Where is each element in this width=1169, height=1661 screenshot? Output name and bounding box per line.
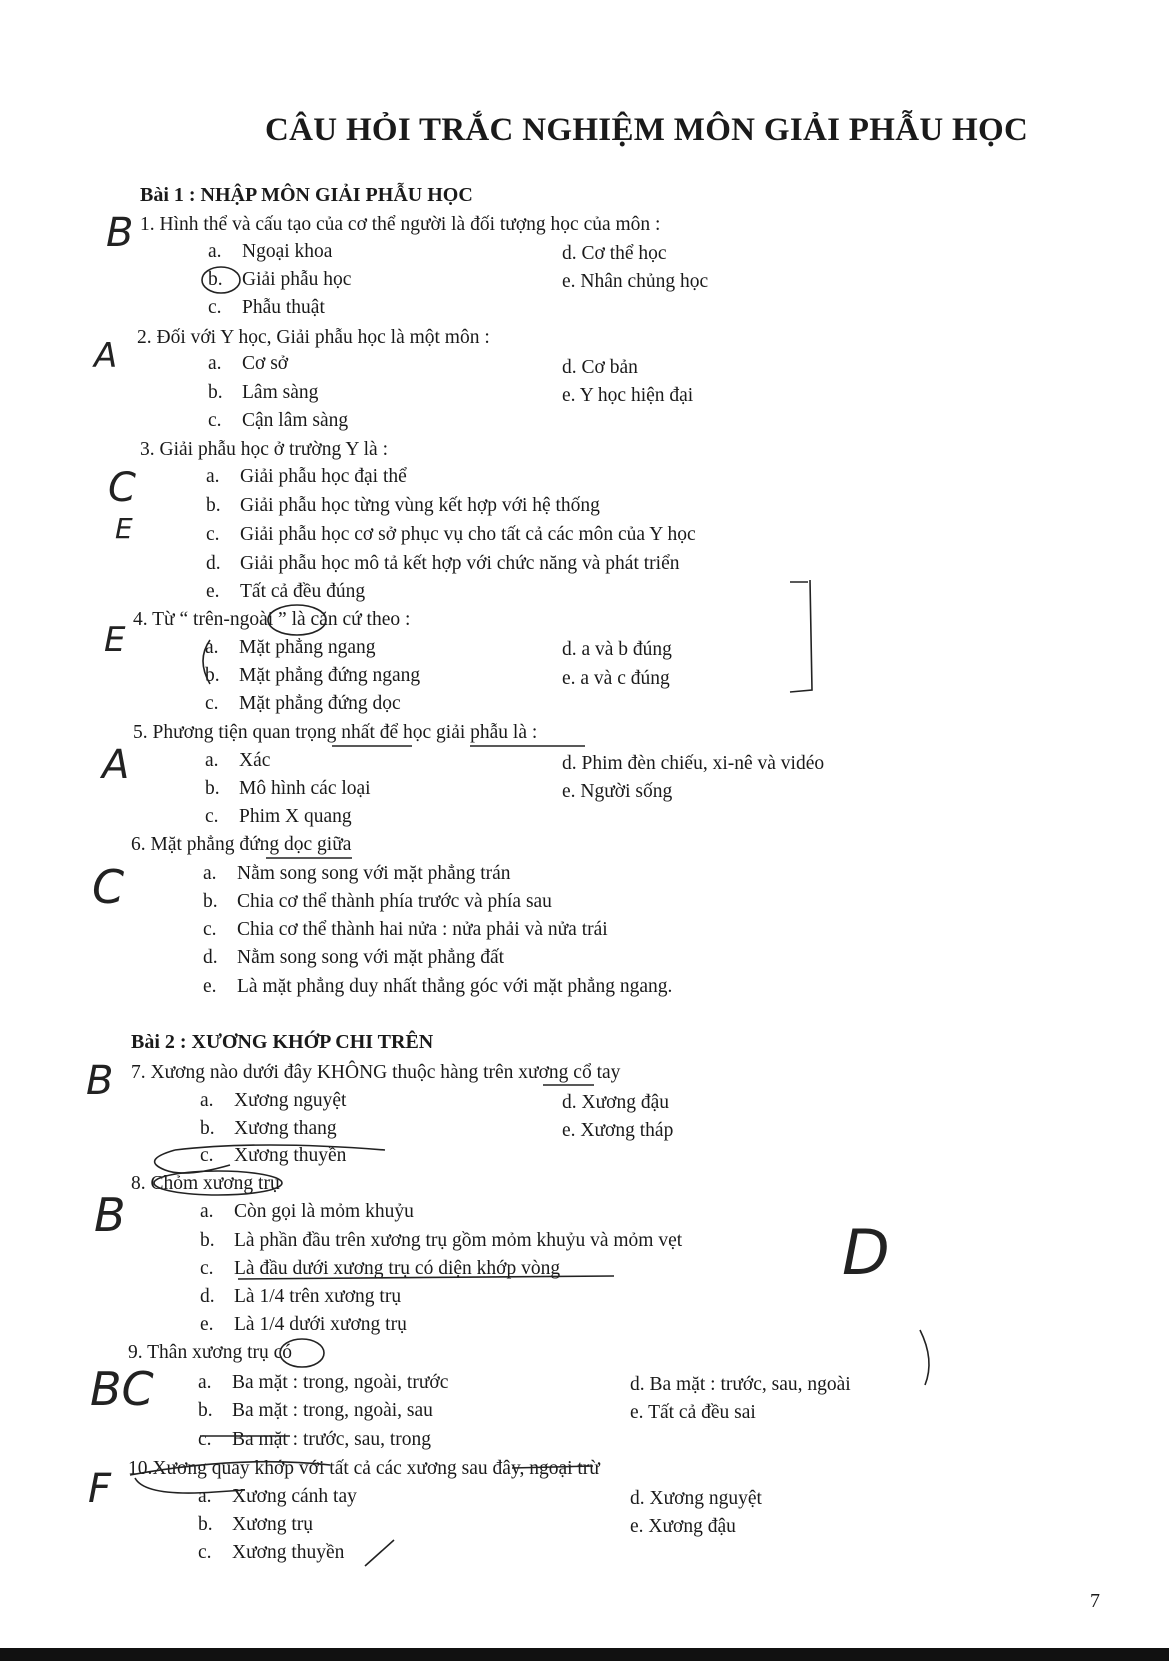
option-5c: c. Phim X quang <box>205 806 352 827</box>
option-9b: b. Ba mặt : trong, ngoài, sau <box>198 1400 433 1421</box>
option-10d: d. Xương nguyệt <box>630 1488 762 1509</box>
handwritten-mark-q3-e: E <box>115 512 133 545</box>
question-7: 7. Xương nào dưới đây KHÔNG thuộc hàng trên xương cổ tay <box>131 1062 621 1083</box>
option-9a: a. Ba mặt : trong, ngoài, trước <box>198 1372 449 1393</box>
option-10a: a. Xương cánh tay <box>198 1486 357 1507</box>
option-6d: d. Nằm song song với mặt phẳng đất <box>203 947 505 968</box>
option-6e: e. Là mặt phẳng duy nhất thẳng góc với mặt phẳng ngang. <box>203 976 673 997</box>
option-4e: e. a và c đúng <box>562 668 670 689</box>
option-2c: c. Cận lâm sàng <box>208 410 349 431</box>
option-5b: b. Mô hình các loại <box>205 778 371 799</box>
handwritten-mark-q1: B <box>106 210 134 256</box>
question-1: 1. Hình thể và cấu tạo của cơ thể người là đối tượng học của môn : <box>140 214 661 235</box>
option-2a: a. Cơ sở <box>208 353 289 374</box>
handwritten-mark-q7: B <box>86 1058 114 1104</box>
question-3: 3. Giải phẫu học ở trường Y là : <box>140 439 388 460</box>
option-2d: d. Cơ bản <box>562 357 638 378</box>
option-3c: c. Giải phẫu học cơ sở phục vụ cho tất cả các môn của Y học <box>206 524 696 545</box>
option-7d: d. Xương đậu <box>562 1092 669 1113</box>
question-9: 9. Thân xương trụ có <box>128 1342 293 1363</box>
page-number: 7 <box>1090 1590 1100 1612</box>
handwritten-mark-q5: A <box>102 742 130 788</box>
bracket-right <box>790 580 812 692</box>
handwritten-mark-q9: BC <box>90 1362 154 1416</box>
option-7c: c. Xương thuyền <box>200 1145 347 1166</box>
question-6: 6. Mặt phẳng đứng dọc giữa <box>131 834 352 855</box>
option-7b: b. Xương thang <box>200 1118 337 1139</box>
option-3a: a. Giải phẫu học đại thể <box>206 466 407 487</box>
option-7e: e. Xương tháp <box>562 1120 674 1141</box>
handwritten-mark-q8: B <box>94 1188 126 1242</box>
question-4: 4. Từ “ trên-ngoài ” là căn cứ theo : <box>133 609 411 630</box>
option-4d: d. a và b đúng <box>562 639 672 660</box>
handwritten-mark-q6: C <box>92 860 125 914</box>
option-6b: b. Chia cơ thể thành phía trước và phía sau <box>203 891 552 912</box>
question-2: 2. Đối với Y học, Giải phẫu học là một môn : <box>137 327 490 348</box>
handwritten-mark-side: D <box>842 1216 890 1289</box>
option-8b: b. Là phần đầu trên xương trụ gồm mỏm khuỷu và mỏm vẹt <box>200 1230 683 1251</box>
option-5e: e. Người sống <box>562 781 673 802</box>
question-5: 5. Phương tiện quan trọng nhất để học giải phẫu là : <box>133 722 538 743</box>
option-2e: e. Y học hiện đại <box>562 385 694 406</box>
tick-q10-c <box>365 1540 394 1566</box>
option-8d: d. Là 1/4 trên xương trụ <box>200 1286 402 1307</box>
option-3e: e. Tất cả đều đúng <box>206 581 366 602</box>
option-10b: b. Xương trụ <box>198 1514 313 1535</box>
option-8e: e. Là 1/4 dưới xương trụ <box>200 1314 407 1335</box>
option-3b: b. Giải phẫu học từng vùng kết hợp với hệ thống <box>206 495 600 516</box>
option-6a: a. Nằm song song với mặt phẳng trán <box>203 863 511 884</box>
option-3d: d. Giải phẫu học mô tả kết hợp với chức năng và phát triển <box>206 553 680 574</box>
option-9c: c. Ba mặt : trước, sau, trong <box>198 1429 432 1450</box>
option-4c: c. Mặt phẳng đứng dọc <box>205 693 401 714</box>
section-heading-2: Bài 2 : XƯƠNG KHỚP CHI TRÊN <box>131 1031 434 1053</box>
handwritten-mark-q3-c: C <box>108 465 136 511</box>
option-1c: c. Phẫu thuật <box>208 297 325 318</box>
option-6c: c. Chia cơ thể thành hai nửa : nửa phải và nửa trái <box>203 919 608 940</box>
option-9d: d. Ba mặt : trước, sau, ngoài <box>630 1374 851 1395</box>
option-8a: a. Còn gọi là mỏm khuỷu <box>200 1201 414 1222</box>
option-5d: d. Phim đèn chiếu, xi-nê và vidéo <box>562 753 825 774</box>
handwritten-mark-q10: F <box>88 1466 112 1512</box>
option-1b: b. Giải phẫu học <box>208 269 352 290</box>
question-10: 10.Xương quay khớp với tất cả các xương sau đây, ngoại trừ <box>128 1458 600 1479</box>
option-4b: b. Mặt phẳng đứng ngang <box>205 665 421 686</box>
option-10c: c. Xương thuyền <box>198 1542 345 1563</box>
option-7a: a. Xương nguyệt <box>200 1090 347 1111</box>
option-1d: d. Cơ thể học <box>562 243 667 264</box>
scan-bottom-edge <box>0 1648 1169 1661</box>
option-1a: a. Ngoại khoa <box>208 241 333 262</box>
option-2b: b. Lâm sàng <box>208 382 319 403</box>
section-heading-1: Bài 1 : NHẬP MÔN GIẢI PHẪU HỌC <box>140 184 473 206</box>
option-10e: e. Xương đậu <box>630 1516 736 1537</box>
page-title: CÂU HỎI TRẮC NGHIỆM MÔN GIẢI PHẪU HỌC <box>265 112 1029 148</box>
handwritten-mark-q4: E <box>104 620 126 660</box>
check-scribble-right <box>920 1330 929 1385</box>
question-8: 8. Chỏm xương trụ <box>131 1173 280 1194</box>
option-8c: c. Là đầu dưới xương trụ có diện khớp vòng <box>200 1258 561 1279</box>
option-4a: a. Mặt phẳng ngang <box>205 637 376 658</box>
option-9e: e. Tất cả đều sai <box>630 1402 756 1423</box>
handwritten-mark-q2: A <box>94 336 118 376</box>
option-1e: e. Nhân chủng học <box>562 271 709 292</box>
option-5a: a. Xác <box>205 750 271 771</box>
